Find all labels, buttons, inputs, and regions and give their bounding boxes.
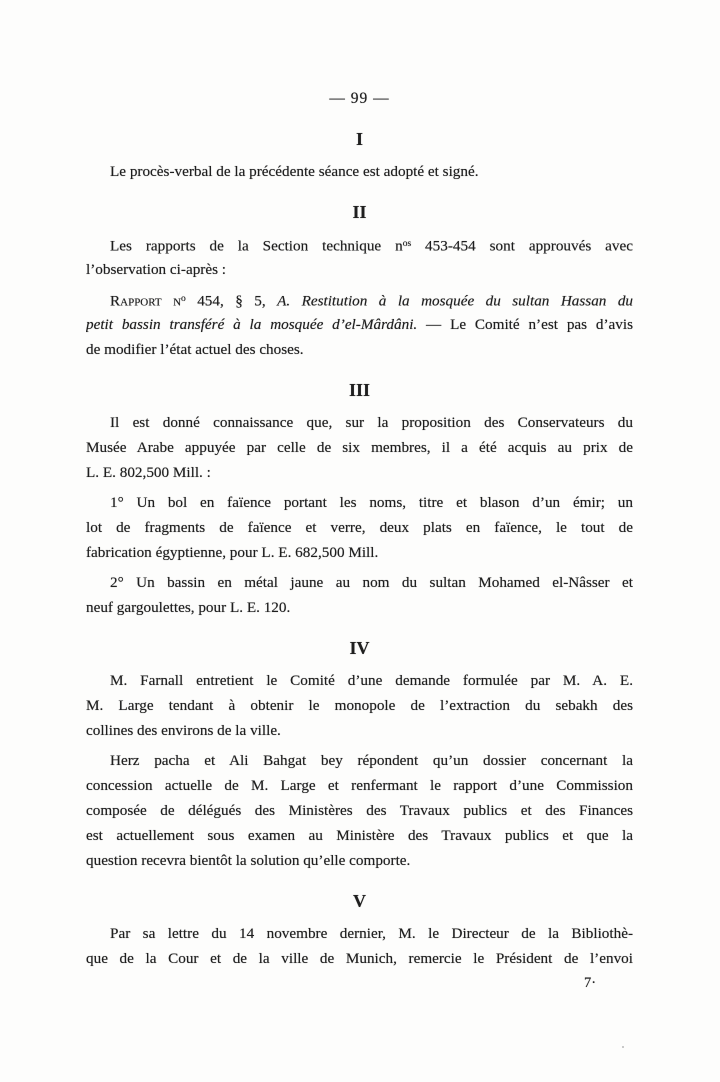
text-line [86, 668, 633, 693]
paragraph [86, 490, 633, 565]
section-III [86, 378, 633, 620]
text-line [86, 718, 633, 743]
text-line [86, 570, 633, 595]
text-segment: 2° Un bassin en métal jaune au nom du sultan Mohamed el-Nâsser et [110, 574, 633, 591]
section-II [86, 200, 633, 362]
text-segment: M. Large tendant à obtenir le monopole de l’extraction du sebakh des [86, 697, 633, 714]
text-line [86, 540, 633, 565]
text-segment: Les rapports de la Section technique n [110, 237, 403, 255]
italic-text: A. Restitution à la mosquée du sultan Hassan du [277, 292, 633, 310]
text-segment: Il est donné connaissance que, sur la proposition des Conservateurs du [110, 414, 633, 431]
text-segment: M. Farnall entretient le Comité d’une demande formulée par M. A. E. [110, 672, 633, 689]
text-line [86, 460, 633, 485]
text-line [86, 748, 633, 773]
section-V [86, 889, 633, 971]
section-numeral: IV [349, 638, 370, 658]
text-line [86, 515, 633, 540]
text-segment: fabrication égyptienne, pour L. E. 682,500 Mill. [86, 544, 379, 561]
scan-speck [622, 1046, 624, 1048]
page-number: — 99 — [329, 90, 390, 107]
text-segment: 1° Un bol en faïence portant les noms, titre et blason d’un émir; un [110, 494, 633, 511]
superscript-text: os [402, 239, 412, 249]
paragraph [86, 159, 633, 184]
text-line [86, 946, 633, 971]
text-line [86, 287, 633, 312]
text-line [86, 693, 633, 718]
paragraph [86, 668, 633, 743]
paragraph [86, 287, 633, 362]
text-line [86, 921, 633, 946]
text-segment: est actuellement sous examen au Ministère des Travaux publics et que la [86, 827, 633, 844]
text-line [86, 312, 633, 337]
text-segment: 454, § 5, [185, 292, 278, 310]
section-numeral: II [352, 202, 367, 222]
text-line [86, 798, 633, 823]
text-segment: collines des environs de la ville. [86, 722, 281, 739]
text-segment: Musée Arabe appuyée par celle de six membres, il a été acquis au prix de [86, 439, 633, 456]
text-line [86, 435, 633, 460]
text-line [86, 773, 633, 798]
text-line [86, 232, 633, 257]
smallcaps-text: Rapport n [110, 292, 182, 310]
text-segment: l’observation ci-après : [86, 261, 227, 278]
text-segment: de modifier l’état actuel des choses. [86, 341, 304, 358]
paragraph [86, 570, 633, 620]
section-numeral: I [355, 129, 363, 149]
text-segment: composée de délégués des Ministères des Travaux publics et des Finances [86, 802, 633, 819]
text-segment: lot de fragments de faïence et verre, deux plats en faïence, le tout de [86, 519, 633, 536]
sections [86, 127, 633, 971]
page-content [86, 86, 633, 976]
text-line [86, 159, 633, 184]
text-line [86, 595, 633, 620]
section-IV [86, 636, 633, 873]
italic-text: petit bassin transféré à la mosquée d’el-Mârdâni. [86, 316, 418, 333]
text-segment: neuf gargoulettes, pour L. E. 120. [86, 599, 291, 616]
text-segment: Le procès-verbal de la précédente séance est adopté et signé. [110, 163, 479, 180]
text-segment: 453-454 sont approuvés avec [411, 237, 633, 255]
text-segment: L. E. 802,500 Mill. : [86, 464, 211, 481]
section-numeral: III [348, 380, 370, 400]
text-line [86, 490, 633, 515]
text-segment: Par sa lettre du 14 novembre dernier, M. le Directeur de la Bibliothè- [110, 925, 633, 942]
signature-mark: 7· [584, 975, 597, 991]
text-segment: concession actuelle de M. Large et renfermant le rapport d’une Commission [86, 777, 633, 794]
paragraph [86, 748, 633, 873]
paragraph [86, 232, 633, 282]
section-numeral: V [353, 891, 366, 911]
text-segment: — Le Comité n’est pas d’avis [417, 316, 633, 333]
section-I [86, 127, 633, 184]
text-line [86, 337, 633, 362]
text-line [86, 410, 633, 435]
text-segment: Herz pacha et Ali Bahgat bey répondent qu’un dossier concernant la [110, 752, 633, 769]
superscript-text: o [181, 294, 186, 304]
text-line [86, 257, 633, 282]
text-line [86, 848, 633, 873]
paragraph [86, 921, 633, 971]
text-segment: question recevra bientôt la solution qu’elle comporte. [86, 852, 411, 869]
text-line [86, 823, 633, 848]
paragraph [86, 410, 633, 485]
text-segment: que de la Cour et de la ville de Munich, remercie le Président de l’envoi [86, 950, 633, 967]
